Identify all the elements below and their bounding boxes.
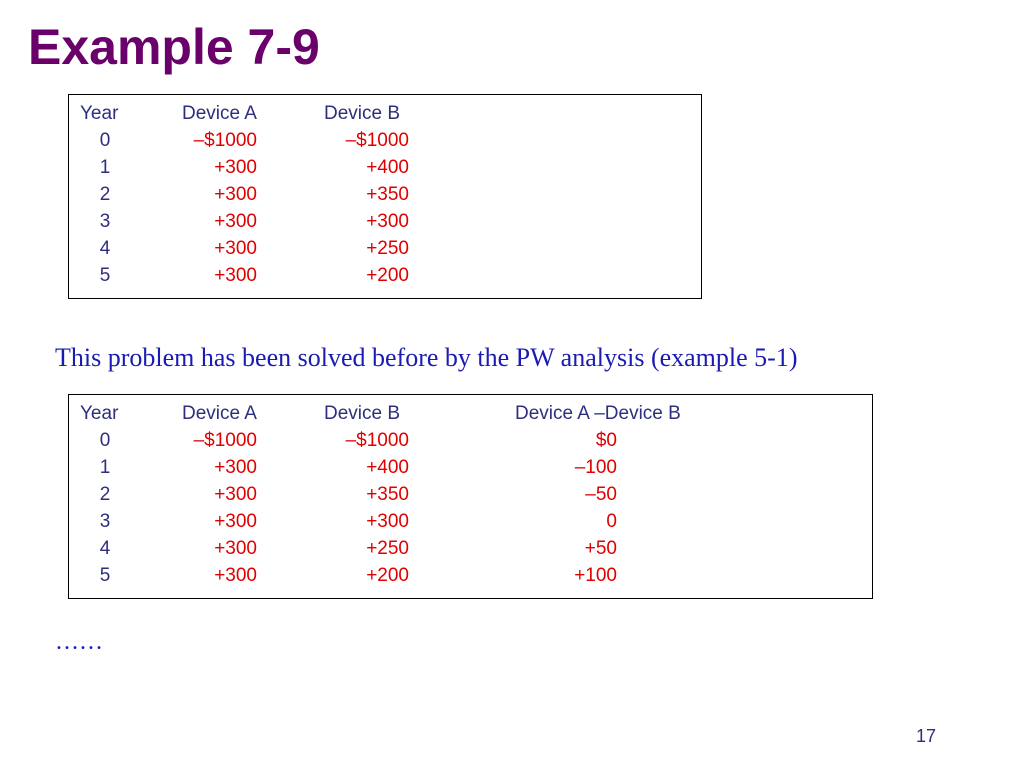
- table-row: [69, 508, 872, 535]
- table-row: [69, 562, 872, 589]
- device-a-cell: –$1000: [193, 130, 257, 151]
- header-device-a: Device A: [182, 403, 257, 424]
- difference-cell: +100: [574, 565, 617, 586]
- device-b-cell: +200: [366, 265, 409, 286]
- device-a-cell: +300: [214, 538, 257, 559]
- table-row: [69, 208, 701, 235]
- device-b-cell: +300: [366, 211, 409, 232]
- device-a-cell: +300: [214, 184, 257, 205]
- table-row: [69, 535, 872, 562]
- table-row: [69, 262, 701, 289]
- slide-title: Example 7-9: [28, 19, 320, 75]
- device-b-cell: +400: [366, 457, 409, 478]
- header-device-a: Device A: [182, 103, 257, 124]
- device-a-cell: +300: [214, 457, 257, 478]
- table-row: [69, 154, 701, 181]
- device-a-cell: +300: [214, 265, 257, 286]
- device-b-cell: +350: [366, 484, 409, 505]
- year-cell: 2: [99, 484, 111, 505]
- device-b-cell: +250: [366, 238, 409, 259]
- table-row: [69, 235, 701, 262]
- table-row: [69, 127, 701, 154]
- device-b-cell: –$1000: [345, 430, 409, 451]
- table-header-row: [69, 100, 701, 127]
- table-header-row: [69, 400, 872, 427]
- year-cell: 2: [99, 184, 111, 205]
- device-b-cell: +300: [366, 511, 409, 532]
- page-number: 17: [915, 726, 936, 746]
- difference-cell: –50: [585, 484, 617, 505]
- year-cell: 4: [99, 238, 111, 259]
- table-row: [69, 427, 872, 454]
- year-cell: 3: [99, 211, 111, 232]
- device-a-cell: +300: [214, 511, 257, 532]
- difference-cell: –100: [574, 457, 617, 478]
- device-b-cell: +400: [366, 157, 409, 178]
- year-cell: 1: [99, 457, 111, 478]
- cash-flow-table-2: [68, 394, 873, 599]
- year-cell: 5: [99, 265, 111, 286]
- difference-cell: 0: [606, 511, 617, 532]
- header-year: Year: [80, 103, 119, 124]
- year-cell: 3: [99, 511, 111, 532]
- device-a-cell: +300: [214, 484, 257, 505]
- table-row: [69, 181, 701, 208]
- device-b-cell: –$1000: [345, 130, 409, 151]
- year-cell: 1: [99, 157, 111, 178]
- header-device-b: Device B: [324, 403, 401, 424]
- year-cell: 0: [99, 430, 111, 451]
- year-cell: 0: [99, 130, 111, 151]
- explanation-text: This problem has been solved before by the PW analysis (example 5-1): [55, 343, 798, 372]
- difference-cell: $0: [595, 430, 617, 451]
- device-a-cell: +300: [214, 211, 257, 232]
- header-device-b: Device B: [324, 103, 401, 124]
- ellipsis-text: ……: [55, 629, 103, 655]
- device-b-cell: +250: [366, 538, 409, 559]
- table-row: [69, 454, 872, 481]
- table-row: [69, 481, 872, 508]
- device-a-cell: +300: [214, 565, 257, 586]
- difference-cell: +50: [584, 538, 617, 559]
- cash-flow-table-1: [68, 94, 702, 299]
- header-year: Year: [80, 403, 119, 424]
- device-b-cell: +350: [366, 184, 409, 205]
- device-b-cell: +200: [366, 565, 409, 586]
- year-cell: 5: [99, 565, 111, 586]
- year-cell: 4: [99, 538, 111, 559]
- header-difference: Device A –Device B: [515, 403, 681, 424]
- device-a-cell: +300: [214, 157, 257, 178]
- device-a-cell: +300: [214, 238, 257, 259]
- device-a-cell: –$1000: [193, 430, 257, 451]
